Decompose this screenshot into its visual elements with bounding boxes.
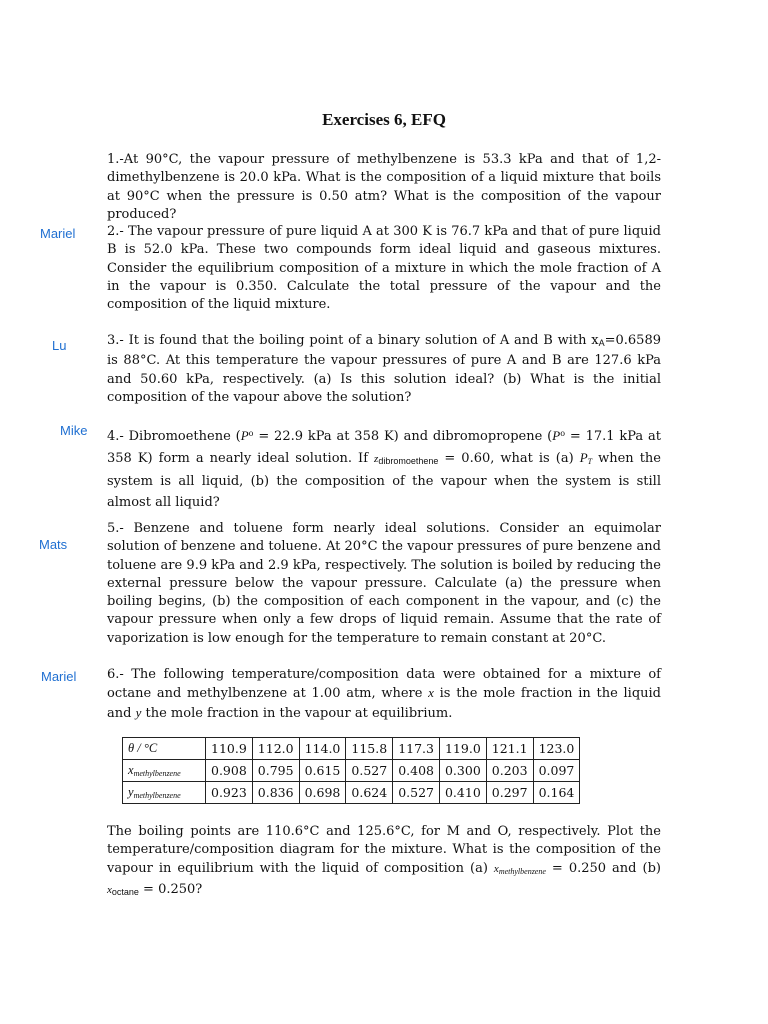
problem-6: 6.- The following temperature/composition data were obtained for a mixture of octane and methylbenzene at 1.00 atm, where x is the mole fraction in the liquid and y the mole fraction in the vapour at equilibrium. bbox=[107, 667, 661, 721]
row-header: $y_{methylbenzene}$ bbox=[123, 782, 206, 804]
table-row bbox=[123, 760, 580, 782]
problem-4: 4.- Dibromoethene ($P^o = 22.9$ kPa at 358 K) and dibromopropene ($P^o = 17.1$ kPa at 358 K) form a nearly ideal solution. If zdibromoethene = 0.60, what is (a) $P_T$ when the system is all liquid, (b) the composition of the vapour when the system is still almost all liquid? bbox=[107, 428, 661, 510]
problem-6-continued: The boiling points are 110.6°C and 125.6°C, for M and O, respectively. Plot the temperature/composition diagram for the mixture. What is the composition of the vapour in equilibrium with the liquid of composition (a) $x_{methylbenzene} = 0.250$ and (b) xoctane = 0.250? bbox=[107, 824, 661, 897]
table-cell: 0.615 bbox=[299, 760, 346, 782]
table-cell: 117.3 bbox=[393, 738, 440, 760]
table-cell: 0.624 bbox=[346, 782, 393, 804]
page-title: Exercises 6, EFQ bbox=[322, 110, 446, 129]
table-cell: 0.410 bbox=[439, 782, 486, 804]
annotation-note: Mats bbox=[39, 537, 68, 552]
table-cell: 119.0 bbox=[439, 738, 486, 760]
table-cell: 0.836 bbox=[252, 782, 299, 804]
table-cell: 110.9 bbox=[206, 738, 253, 760]
table-cell: 0.164 bbox=[533, 782, 580, 804]
problem-2: 2.- The vapour pressure of pure liquid A at 300 K is 76.7 kPa and that of pure liquid B is 52.0 kPa. These two compounds form ideal liquid and gaseous mixtures. Consider the equilibrium composition of a mixture in which the mole fraction of A in the vapour is 0.350. Calculate the total pressure of the vapour and the composition of the liquid mixture. bbox=[107, 224, 661, 313]
table-cell: 0.297 bbox=[486, 782, 533, 804]
annotation-note: Mariel bbox=[40, 226, 76, 241]
table-cell: 0.527 bbox=[346, 760, 393, 782]
data-table bbox=[122, 737, 580, 804]
row-header: $x_{methylbenzene}$ bbox=[123, 760, 206, 782]
table-cell: 0.097 bbox=[533, 760, 580, 782]
table-cell: 0.408 bbox=[393, 760, 440, 782]
table-cell: 112.0 bbox=[252, 738, 299, 760]
table-cell: 115.8 bbox=[346, 738, 393, 760]
table-cell: 0.527 bbox=[393, 782, 440, 804]
table-cell: 114.0 bbox=[299, 738, 346, 760]
table-cell: 0.203 bbox=[486, 760, 533, 782]
table-cell: 0.908 bbox=[206, 760, 253, 782]
annotation-note: Lu bbox=[52, 338, 67, 353]
table-cell: 0.698 bbox=[299, 782, 346, 804]
problem-1: 1.-At 90°C, the vapour pressure of methylbenzene is 53.3 kPa and that of 1,2-dimethylbenzene is 20.0 kPa. What is the composition of a liquid mixture that boils at 90°C when the pressure is 0.50 atm? What is the composition of the vapour produced? bbox=[107, 152, 661, 222]
table-row bbox=[123, 738, 580, 760]
annotation-note: Mariel bbox=[41, 669, 77, 684]
table-row bbox=[123, 782, 580, 804]
table-cell: 121.1 bbox=[486, 738, 533, 760]
table-cell: 0.923 bbox=[206, 782, 253, 804]
table-cell: 123.0 bbox=[533, 738, 580, 760]
problem-3: 3.- It is found that the boiling point of a binary solution of A and B with xA=0.6589 is 88°C. At this temperature the vapour pressures of pure A and B are 127.6 kPa and 50.60 kPa, respectively. (a) Is this solution ideal? (b) What is the initial composition of the vapour above the solution? bbox=[107, 333, 661, 405]
table-cell: 0.300 bbox=[439, 760, 486, 782]
table-cell: 0.795 bbox=[252, 760, 299, 782]
row-header: θ / °C bbox=[123, 738, 206, 760]
annotation-note: Mike bbox=[60, 423, 88, 438]
problem-5: 5.- Benzene and toluene form nearly ideal solutions. Consider an equimolar solution of benzene and toluene. At 20°C the vapour pressures of pure benzene and toluene are 9.9 kPa and 2.9 kPa, respectively. The solution is boiled by reducing the external pressure below the vapour pressure. Calculate (a) the pressure when boiling begins, (b) the composition of each component in the vapour, and (c) the vapour pressure when only a few drops of liquid remain. Assume that the rate of vaporization is low enough for the temperature to remain constant at 20°C. bbox=[107, 521, 661, 646]
